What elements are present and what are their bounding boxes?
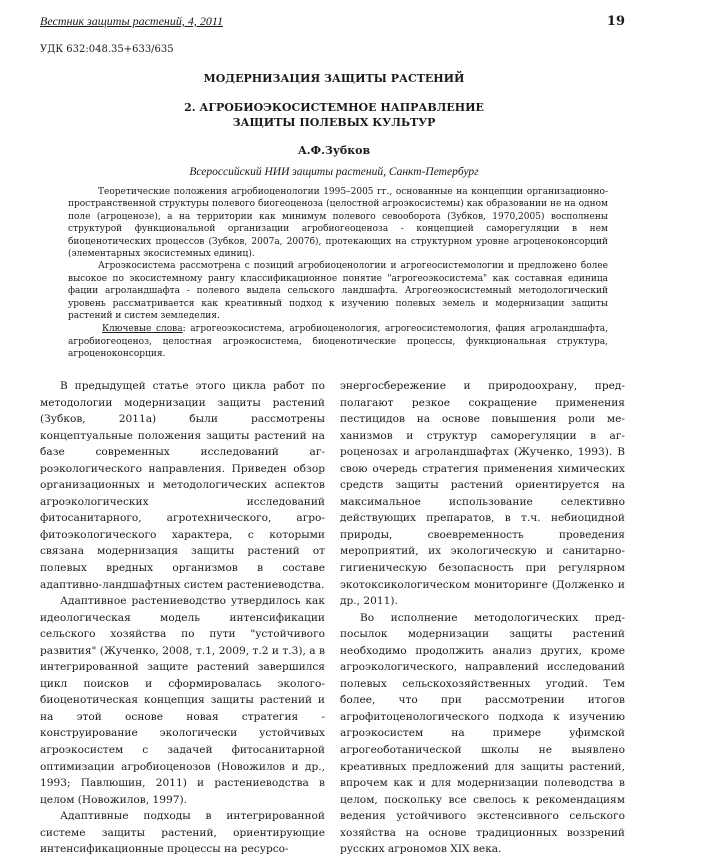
abstract-paragraph: Теоретические положения агробиоценологии 1995–2005 гг., основанные на концепции организационно-пространственной структуры полевого биогеоценоза (целостной агроэкосистемы) как образовании не на одном поле (агроценозе), а на территории как минимум полевого севооборота (Зубков, 1970,2005) восполнены структурой функциональной организации агробиогеоценоза - концепцией саморегуляции в нем биоценотических процессов (Зубков, 2007а, 2007б), протекающих на структурном уровне агроценоконсорций (элементарных экосистемных единиц). <box>68 187 608 260</box>
page-number: 19 <box>606 14 625 29</box>
running-header: Вестник защиты растений, 4, 2011 <box>40 14 223 28</box>
affiliation: Всероссийский НИИ защиты растений, Санкт-Петербург <box>189 166 479 178</box>
body-paragraph: Во исполнение методологических предпосылок модернизации защиты растений необходимо продолжить анализ других, кроме агроэкологического, направлений исследований полевых сельскохозяйственных угодий. Тем более, что при рассмотрении итогов агрофитоценологического подхода к изучению агроэкосистем на примере уфимской агрогеоботанической школы не выявлено креативных предложений для защиты растений, впрочем как и для модернизации полеводства в целом, поскольку все свелось к рекомендациям ведения устойчивого экстенсивного сельского хозяйства на основе традиционных воззрений русских агрономов XIX века. <box>340 611 625 856</box>
udc-code: УДК 632:048.35+633/635 <box>40 44 174 55</box>
article-title-line-2: ЗАЩИТЫ ПОЛЕВЫХ КУЛЬТУР <box>232 116 436 129</box>
article-title <box>40 100 628 130</box>
article-title-line-1: 2. АГРОБИОЭКОСИСТЕМНОЕ НАПРАВЛЕНИЕ <box>184 101 484 114</box>
body-paragraph: Адаптивные подходы в интегрированной системе защиты растений, ориентирующие интенсификационные процессы на ресурсо- <box>40 810 325 856</box>
author: А.Ф.Зубков <box>297 144 371 157</box>
abstract <box>68 186 608 361</box>
body-paragraph: энергосбережение и природоохрану, предполагают резкое сокращение применения пестицидов на основе повышения роли механизмов и структур саморегуляции в агроценозах и агроландшафтах (Жученко, 1993). В свою очередь стратегия применения химических средств защиты растений ориентируется на максимальное использование селективно действующих препаратов, в т.ч. небиоцидной природы, своевременность проведения мероприятий, их экологическую и санитарно-гигиеническую безопасность при регулярном экотоксикологическом мониторинге (Долженко и др., 2011). <box>340 380 625 608</box>
body-column-left <box>40 378 325 858</box>
keywords <box>68 323 608 360</box>
keywords-label: Ключевые слова <box>102 324 183 335</box>
body-paragraph: В предыдущей статье этого цикла работ по методологии модернизации защиты растений (Зубков, 2011а) были рассмотрены концептуальные положения защиты растений на базе современных исследований агроэкологического направления. Приведен обзор организационных и методологических аспектов агроэкологических исследований фитосанитарного, агротехнического, агрофитоэкологического характера, с которыми связана модернизация защиты растений от полевых вредных организмов в составе адаптивно-ландшафтных систем растениеводства. <box>40 380 325 591</box>
body-column-right <box>340 378 625 858</box>
series-title: МОДЕРНИЗАЦИЯ ЗАЩИТЫ РАСТЕНИЙ <box>203 72 465 85</box>
body-paragraph: Адаптивное растениеводство утвердилось как идеологическая модель интенсификации сельского хозяйства по пути "устойчивого развития" (Жученко, 2008, т.1, 2009, т.2 и т.3), а в интегрированной защите растений завершился цикл поисков и сформировалась эколого-биоценотическая концепция защиты растений и на этой основе новая стратегия - конструирование экологически устойчивых агроэкосистем с задачей фитосанитарной оптимизации агробиоценозов (Новожилов и др., 1993; Павлюшин, 2011) и растениеводства в целом (Новожилов, 1997). <box>40 595 325 806</box>
keywords-text: : агрогеоэкосистема, агробиоценология, агрогеосистемология, фация агроландшафта, агробиогеоценоз, целостная агроэкосистема, биоценотические процессы, функциональная структура, агроценоконсорция. <box>68 324 609 360</box>
abstract-paragraph: Агроэкосистема рассмотрена с позиций агробиоценологии и агрогеосистемологии и предложено более высокое по экосистемному рангу классификационное понятие "агрогеоэкосистема" как составная единица фации агроландшафта - полевого выдела сельского ландшафта. Агрогеоэкосистемный методологический уровень рассматривается как креативный подход к изучению полевых земель и модернизации защиты растений и систем земледелия. <box>68 261 608 322</box>
